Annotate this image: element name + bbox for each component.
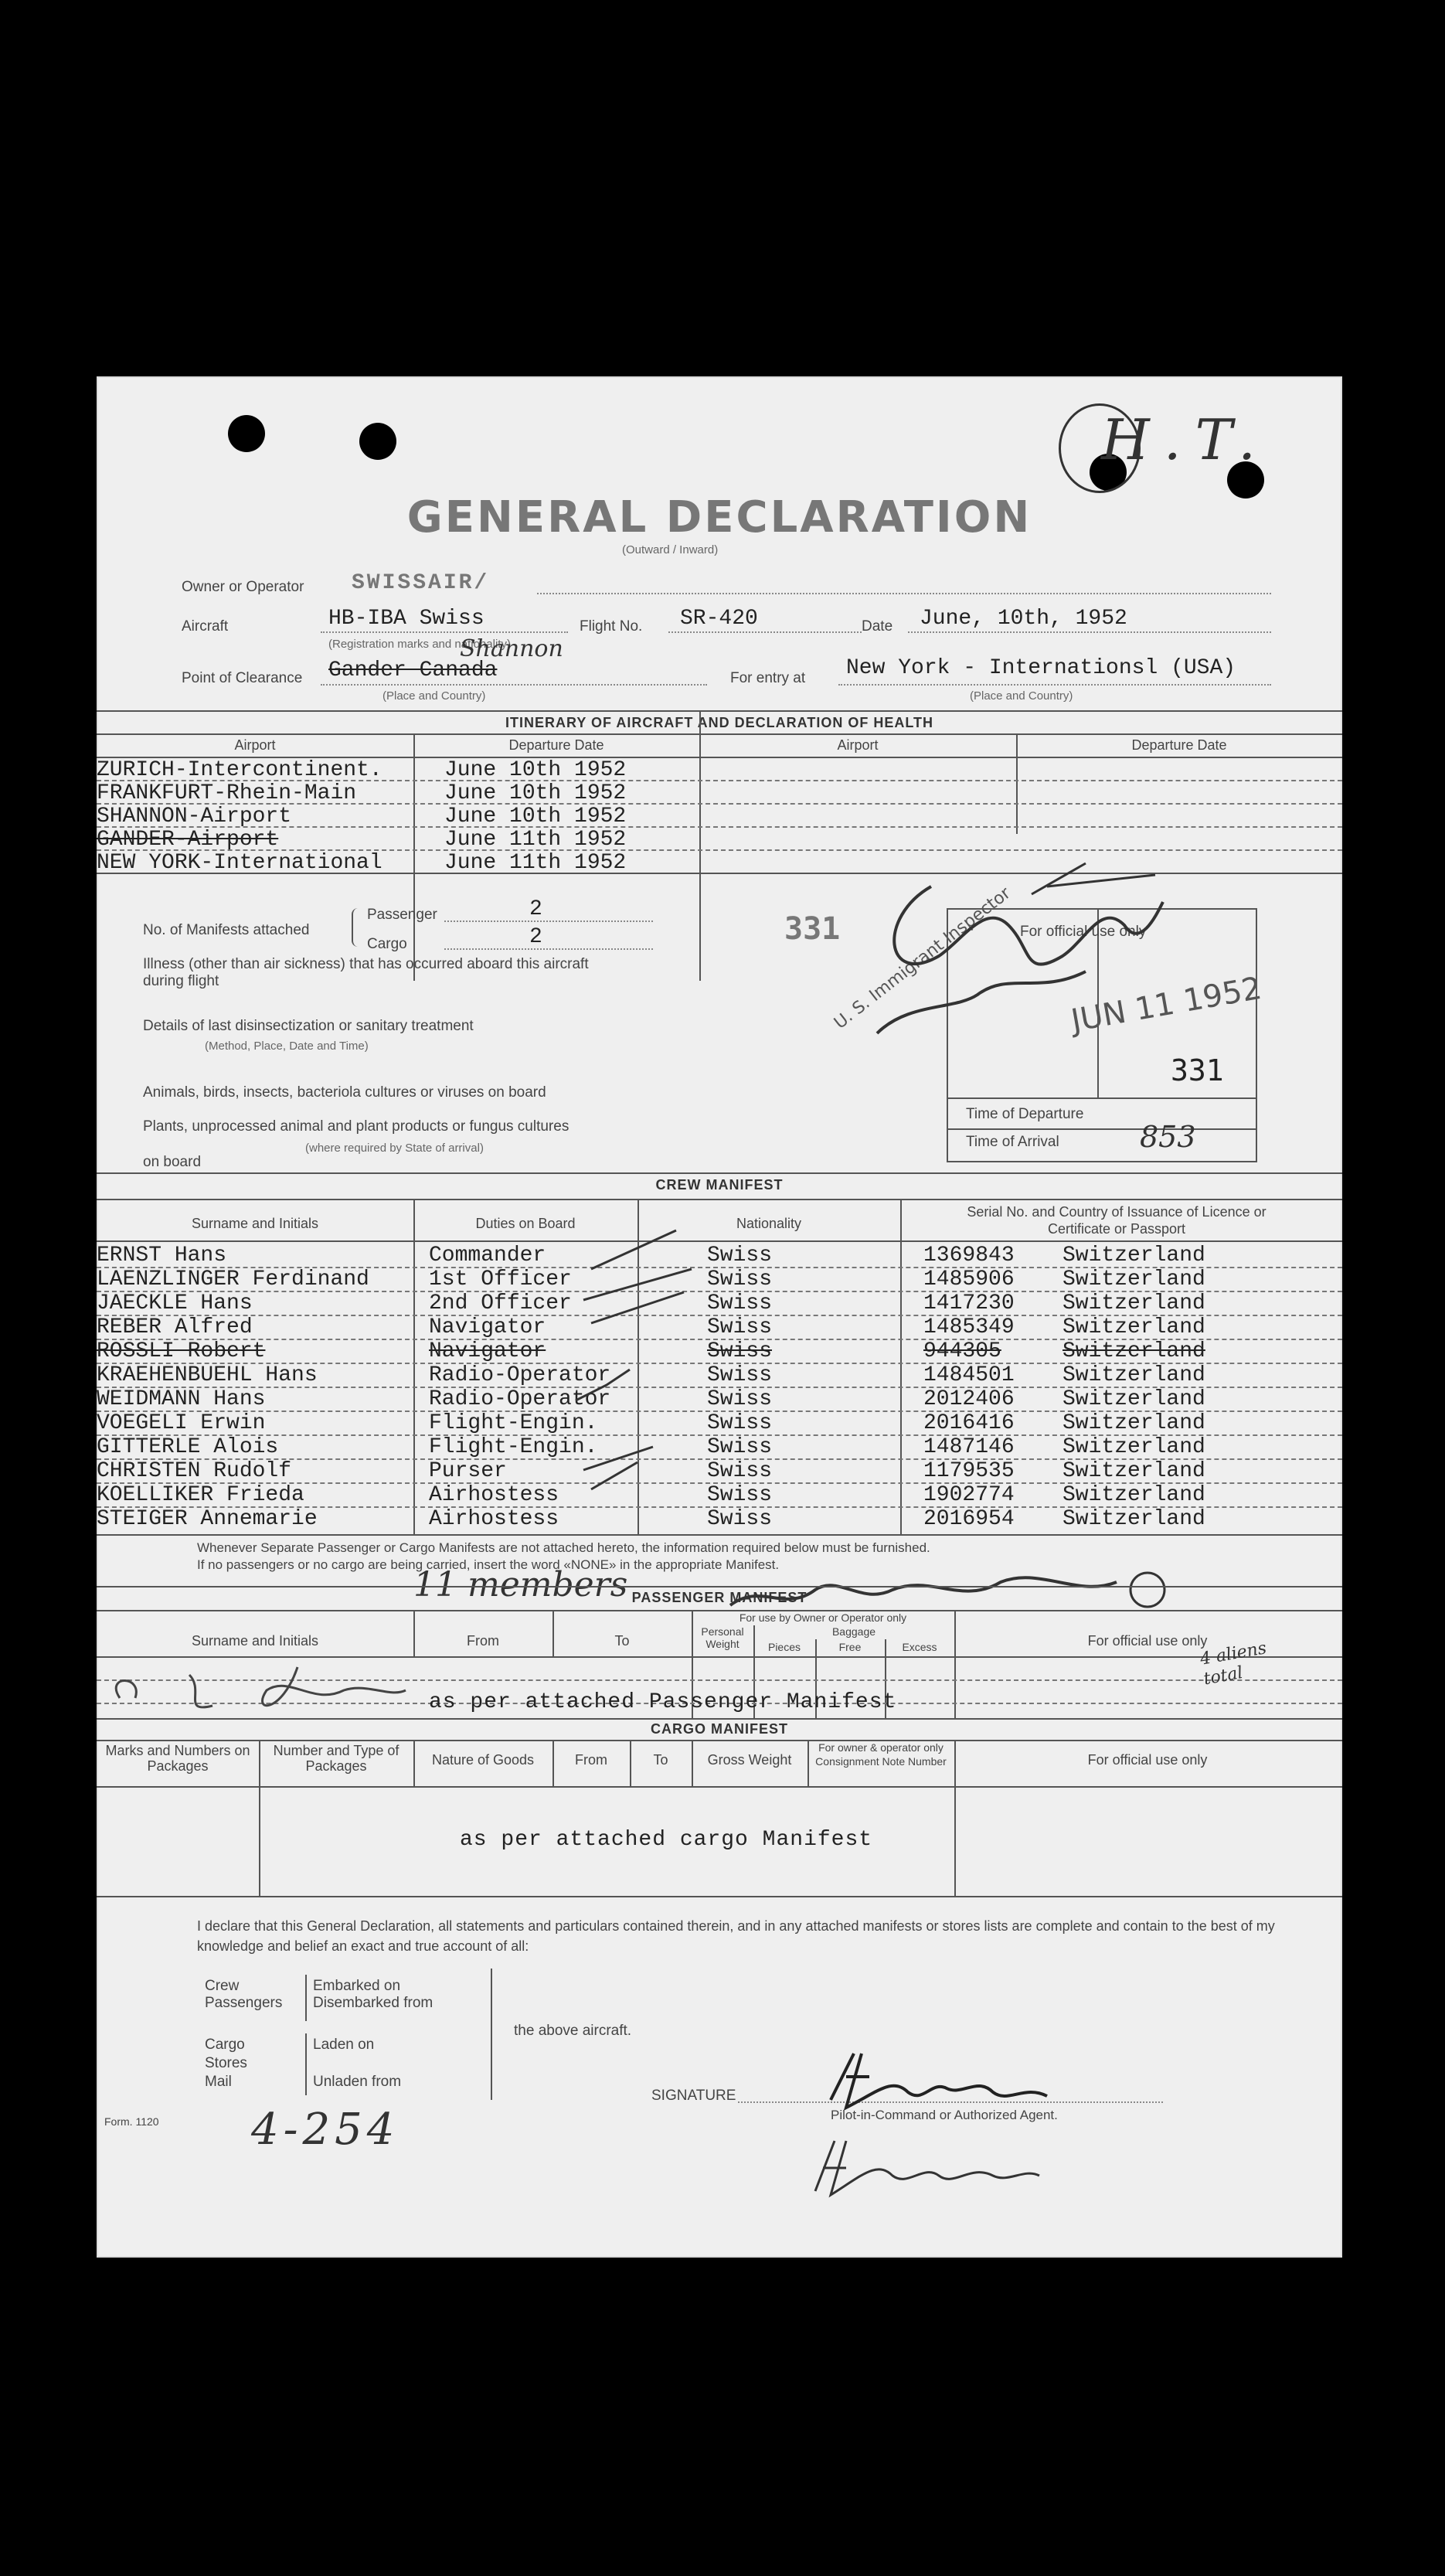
crew-row-1-country: Switzerland <box>1062 1244 1205 1268</box>
crew-row-5-name: ROSSLI Robert <box>97 1339 266 1363</box>
crew-note-1: Whenever Separate Passenger or Cargo Manifests are not attached hereto, the information required below must be furnished. <box>197 1540 930 1555</box>
itinerary-row-3-date: June 10th 1952 <box>444 805 627 829</box>
passenger-header-to: To <box>614 1633 630 1649</box>
crew-row-8-nationality: Swiss <box>707 1411 773 1435</box>
owner-label: Owner or Operator <box>182 579 304 595</box>
crew-row-4-nationality: Swiss <box>707 1315 773 1339</box>
punch-hole-1 <box>228 415 265 452</box>
passenger-hand-side: 4 aliens total <box>1198 1638 1268 1690</box>
entry-label: For entry at <box>730 670 806 686</box>
manifests-label: No. of Manifests attached <box>143 922 310 938</box>
clearance-value: Gander Canada <box>328 658 498 682</box>
top-annotation: H.T. <box>1101 407 1270 472</box>
decl-crew: Crew <box>205 1978 240 1994</box>
aircraft-label: Aircraft <box>182 618 229 635</box>
crew-hand-note: 11 members <box>413 1565 628 1604</box>
crew-row-10-duties: Purser <box>429 1459 507 1483</box>
passenger-header-excess: Excess <box>902 1641 937 1653</box>
crew-row-2-duties: 1st Officer <box>429 1268 572 1291</box>
hand-number: 4-254 <box>251 2105 400 2155</box>
crew-row-9-duties: Flight-Engin. <box>429 1435 598 1459</box>
crew-row-5-duties: Navigator <box>429 1339 546 1363</box>
itinerary-row-5-airport: NEW YORK-International <box>97 851 382 875</box>
crew-row-8-country: Switzerland <box>1062 1411 1205 1435</box>
crew-row-11-serial: 1902774 <box>923 1483 1015 1507</box>
cargo-header-official: For official use only <box>1087 1752 1208 1768</box>
itinerary-header-date-1: Departure Date <box>508 737 604 753</box>
crew-row-7-name: WEIDMANN Hans <box>97 1387 266 1411</box>
crew-manifest-title: CREW MANIFEST <box>655 1177 784 1193</box>
flight-value: SR-420 <box>680 607 758 631</box>
plants-end: on board <box>143 1154 202 1170</box>
crew-row-6-nationality: Swiss <box>707 1363 773 1387</box>
crew-row-7-country: Switzerland <box>1062 1387 1205 1411</box>
manifest-passenger-label: Passenger <box>367 907 437 923</box>
crew-row-2-name: LAENZLINGER Ferdinand <box>97 1268 369 1291</box>
crew-note-2: If no passengers or no cargo are being carried, insert the word «NONE» in the appropriate Manifest. <box>197 1557 780 1572</box>
manifest-passenger-value: 2 <box>529 897 542 921</box>
arrival-time-label: Time of Arrival <box>966 1134 1059 1150</box>
aircraft-value: HB-IBA Swiss <box>328 607 484 631</box>
crew-header-duties: Duties on Board <box>475 1216 576 1231</box>
crew-row-8-name: VOEGELI Erwin <box>97 1411 266 1435</box>
passenger-header-baggage: Baggage <box>831 1625 876 1638</box>
clearance-label: Point of Clearance <box>182 670 303 686</box>
crew-row-6-country: Switzerland <box>1062 1363 1205 1387</box>
crew-row-12-name: STEIGER Annemarie <box>97 1507 318 1531</box>
crew-row-2-nationality: Swiss <box>707 1268 773 1291</box>
passenger-manifest-title: PASSENGER MANIFEST <box>631 1590 808 1605</box>
cargo-header-consignment: Consignment Note Number <box>815 1755 947 1768</box>
crew-row-6-duties: Radio-Operator <box>429 1363 611 1387</box>
crew-row-11-name: KOELLIKER Frieda <box>97 1483 304 1507</box>
crew-row-4-duties: Navigator <box>429 1315 546 1339</box>
immigration-stamp-text: U. S. Immigrant Inspector <box>831 883 1015 1033</box>
aircraft-note: (Registration marks and nationality) <box>328 638 511 651</box>
cargo-manifest-value: as per attached cargo Manifest <box>460 1828 873 1852</box>
passenger-header-from: From <box>467 1633 499 1649</box>
crew-row-9-country: Switzerland <box>1062 1435 1205 1459</box>
cargo-manifest-title: CARGO MANIFEST <box>651 1721 788 1737</box>
crew-row-12-serial: 2016954 <box>923 1507 1015 1531</box>
crew-row-7-duties: Radio-Operator <box>429 1387 611 1411</box>
crew-row-10-nationality: Swiss <box>707 1459 773 1483</box>
crew-row-12-nationality: Swiss <box>707 1507 773 1531</box>
passenger-header-free: Free <box>838 1641 862 1653</box>
itinerary-header-date-2: Departure Date <box>1131 737 1227 753</box>
crew-row-9-nationality: Swiss <box>707 1435 773 1459</box>
crew-row-2-serial: 1485906 <box>923 1268 1015 1291</box>
crew-row-1-duties: Commander <box>429 1244 546 1268</box>
crew-row-11-duties: Airhostess <box>429 1483 559 1507</box>
itinerary-row-1-airport: ZURICH-Intercontinent. <box>97 758 382 782</box>
crew-row-10-name: CHRISTEN Rudolf <box>97 1459 292 1483</box>
crew-row-6-serial: 1484501 <box>923 1363 1015 1387</box>
plants-label: Plants, unprocessed animal and plant products or fungus cultures <box>143 1118 570 1135</box>
animals-label: Animals, birds, insects, bacteriola cultures or viruses on board <box>143 1084 546 1101</box>
passenger-header-official: For official use only <box>1087 1633 1208 1649</box>
decl-disembarked: Disembarked from <box>313 1995 434 2011</box>
signature-1 <box>815 2046 1062 2115</box>
crew-row-4-country: Switzerland <box>1062 1315 1205 1339</box>
entry-note: (Place and Country) <box>970 689 1073 703</box>
crew-row-5-serial: 944305 <box>923 1339 1001 1363</box>
passenger-manifest-value: as per attached Passenger Manifest <box>429 1690 897 1714</box>
cargo-header-to: To <box>653 1752 668 1768</box>
decl-passengers: Passengers <box>205 1995 283 2011</box>
crew-row-4-serial: 1485349 <box>923 1315 1015 1339</box>
flight-label: Flight No. <box>580 618 643 635</box>
date-value: June, 10th, 1952 <box>920 607 1127 631</box>
itinerary-row-4-airport: GANDER-Airport <box>97 828 279 852</box>
disinsect-note: (Method, Place, Date and Time) <box>205 1040 369 1053</box>
manifest-cargo-label: Cargo <box>367 936 407 952</box>
crew-header-name: Surname and Initials <box>191 1216 319 1231</box>
clearance-handwritten: Shannon <box>460 635 563 662</box>
decl-above: the above aircraft. <box>514 2023 632 2039</box>
decl-cargo: Cargo <box>205 2037 245 2053</box>
crew-row-12-duties: Airhostess <box>429 1507 559 1531</box>
top-annotation-circle <box>1059 403 1141 493</box>
itinerary-header-airport-2: Airport <box>837 737 879 753</box>
date-label: Date <box>862 618 893 635</box>
cargo-header-owner: For owner & operator only <box>818 1741 944 1754</box>
manifests-brace <box>352 908 362 947</box>
decl-mail: Mail <box>205 2074 232 2090</box>
crew-row-3-name: JAECKLE Hans <box>97 1291 253 1315</box>
itinerary-title: ITINERARY OF AIRCRAFT AND DECLARATION OF HEALTH <box>505 715 933 730</box>
decl-unladen: Unladen from <box>313 2074 402 2090</box>
arrival-time-handwritten: 853 <box>1140 1120 1196 1154</box>
crew-row-9-serial: 1487146 <box>923 1435 1015 1459</box>
crew-row-5-nationality: Swiss <box>707 1339 773 1363</box>
itinerary-row-2-date: June 10th 1952 <box>444 781 627 805</box>
itinerary-header-airport-1: Airport <box>234 737 276 753</box>
cargo-header-weight: Gross Weight <box>707 1752 792 1768</box>
clearance-note: (Place and Country) <box>382 689 486 703</box>
passenger-hand-scrawl <box>97 1644 421 1721</box>
passenger-header-name: Surname and Initials <box>191 1633 319 1649</box>
declaration-form <box>97 376 1342 2258</box>
illness-label: Illness (other than air sickness) that has occurred aboard this aircraft during flight <box>143 956 589 989</box>
official-label: For official use only <box>1020 924 1147 940</box>
crew-row-7-nationality: Swiss <box>707 1387 773 1411</box>
crew-row-8-duties: Flight-Engin. <box>429 1411 598 1435</box>
crew-row-1-serial: 1369843 <box>923 1244 1015 1268</box>
passenger-header-owner: For use by Owner or Operator only <box>739 1611 907 1624</box>
official-number-2: 331 <box>1171 1053 1224 1087</box>
crew-row-1-nationality: Swiss <box>707 1244 773 1268</box>
decl-stores: Stores <box>205 2055 247 2071</box>
cargo-header-number: Number and Type of Packages <box>273 1743 400 1774</box>
decl-embarked: Embarked on <box>313 1978 401 1994</box>
declaration-text: I declare that this General Declaration, all statements and particulars contained therein, and in any attached manifests or stores lists are complete and contain to the best of my knowledge and belief an exact and true account of all: <box>197 1918 1275 1954</box>
form-title: GENERAL DECLARATION <box>406 492 1032 543</box>
disinsect-label: Details of last disinsectization or sanitary treatment <box>143 1018 474 1034</box>
crew-row-10-serial: 1179535 <box>923 1459 1015 1483</box>
crew-row-7-serial: 2012406 <box>923 1387 1015 1411</box>
manifest-cargo-value: 2 <box>529 925 542 949</box>
official-number: 331 <box>784 911 841 947</box>
cargo-header-from: From <box>575 1752 607 1768</box>
crew-checkmarks <box>560 1215 746 1524</box>
entry-value: New York - Internationsl (USA) <box>846 656 1236 680</box>
crew-row-3-serial: 1417230 <box>923 1291 1015 1315</box>
signature-2 <box>800 2129 1047 2199</box>
crew-row-1-name: ERNST Hans <box>97 1244 227 1268</box>
handwritten-scrawl <box>831 856 1263 1080</box>
crew-row-11-nationality: Swiss <box>707 1483 773 1507</box>
form-subtitle: (Outward / Inward) <box>622 543 719 556</box>
crew-row-5-country: Switzerland <box>1062 1339 1205 1363</box>
cargo-header-nature: Nature of Goods <box>431 1752 535 1768</box>
crew-row-9-name: GITTERLE Alois <box>97 1435 279 1459</box>
itinerary-row-5-date: June 11th 1952 <box>444 851 627 875</box>
punch-hole-2 <box>359 423 396 460</box>
crew-row-11-country: Switzerland <box>1062 1483 1205 1507</box>
passenger-header-pieces: Pieces <box>767 1641 801 1653</box>
crew-row-3-duties: 2nd Officer <box>429 1291 572 1315</box>
cargo-header-marks: Marks and Numbers on Packages <box>105 1743 250 1774</box>
crew-row-6-name: KRAEHENBUEHL Hans <box>97 1363 318 1387</box>
immigration-stamp-date: JUN 11 1952 <box>1068 970 1265 1040</box>
crew-header-serial: Serial No. and Country of Issuance of Licence or Certificate or Passport <box>967 1204 1266 1237</box>
owner-value: SWISSAIR/ <box>352 571 490 595</box>
decl-laden: Laden on <box>313 2037 375 2053</box>
itinerary-row-2-airport: FRANKFURT-Rhein-Main <box>97 781 357 805</box>
form-number: Form. 1120 <box>104 2115 159 2128</box>
passenger-header-weight: Personal Weight <box>701 1625 744 1650</box>
crew-row-2-country: Switzerland <box>1062 1268 1205 1291</box>
itinerary-row-4-date: June 11th 1952 <box>444 828 627 852</box>
crew-row-12-country: Switzerland <box>1062 1507 1205 1531</box>
crew-header-nationality: Nationality <box>736 1216 802 1231</box>
itinerary-row-1-date: June 10th 1952 <box>444 758 627 782</box>
crew-row-8-serial: 2016416 <box>923 1411 1015 1435</box>
signature-label: SIGNATURE <box>651 2088 736 2104</box>
crew-row-3-country: Switzerland <box>1062 1291 1205 1315</box>
plants-note: (where required by State of arrival) <box>305 1142 484 1155</box>
crew-row-10-country: Switzerland <box>1062 1459 1205 1483</box>
itinerary-row-3-airport: SHANNON-Airport <box>97 805 292 829</box>
crew-row-3-nationality: Swiss <box>707 1291 773 1315</box>
crew-row-4-name: REBER Alfred <box>97 1315 253 1339</box>
departure-time-label: Time of Departure <box>966 1106 1084 1122</box>
signer-note: Pilot-in-Command or Authorized Agent. <box>831 2108 1058 2122</box>
